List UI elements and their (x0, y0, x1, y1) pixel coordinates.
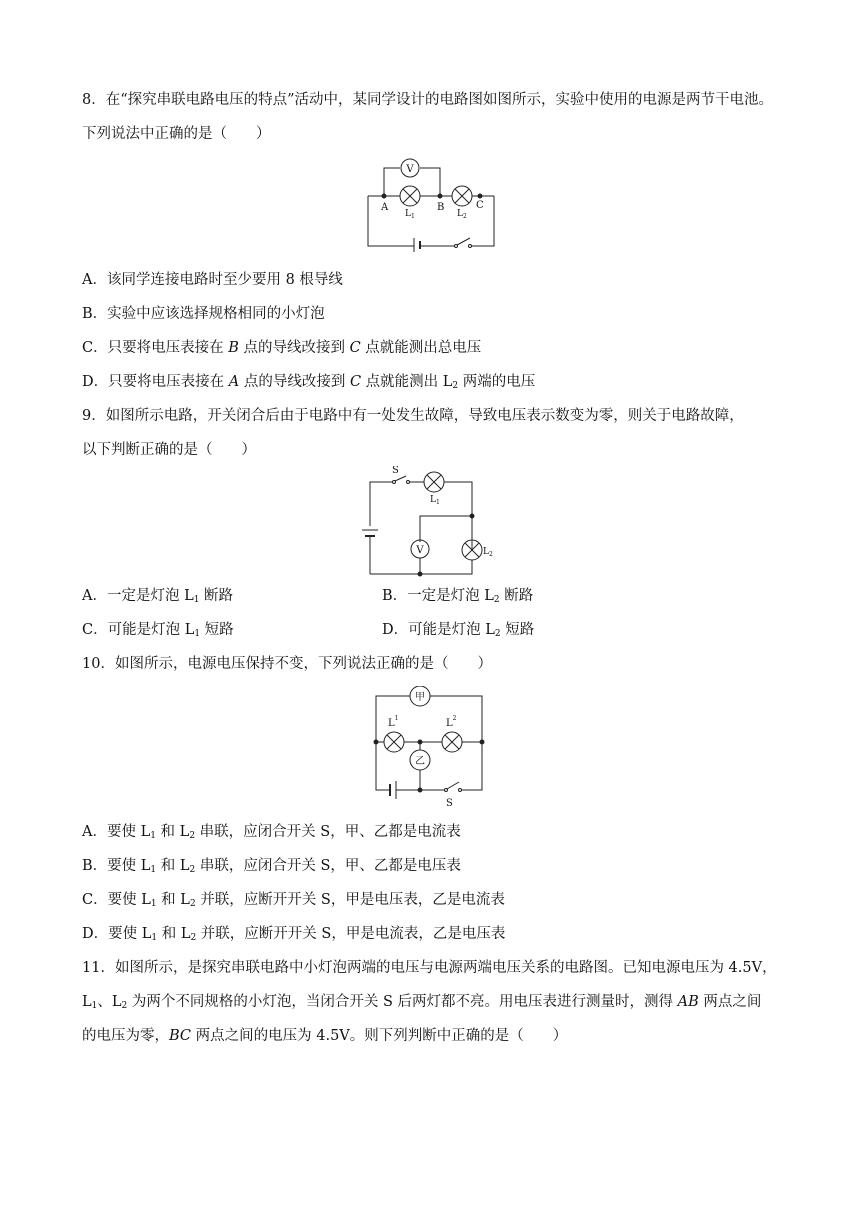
q10-stem: 10．如图所示，电源电压保持不变，下列说法正确的是（ ） (82, 656, 492, 672)
svg-text:L2: $L^2$ (446, 715, 457, 729)
q9-option-d: D．可能是灯泡 $L_2$ 短路 (382, 622, 535, 639)
svg-text:V: V (416, 545, 424, 556)
svg-text:L2: $L_2$ (457, 209, 467, 220)
svg-text:L2: $L_2$ (483, 547, 493, 558)
voltmeter-label: V (406, 164, 414, 175)
q8-stem-line1: 8．在“探究串联电路电压的特点”活动中，某同学设计的电路图如图所示，实验中使用的电源是两节干电池。 (82, 92, 774, 108)
svg-text:L1: $L^1$ (388, 715, 399, 729)
switch-symbol (447, 782, 459, 789)
q9-stem-line2: 以下判断正确的是（ ） (82, 442, 256, 458)
q8-option-a: A．该同学连接电路时至少要用 8 根导线 (82, 272, 343, 288)
q11-stem-line1: 11．如图所示，是探究串联电路中小灯泡两端的电压与电源两端电压关系的电路图。已知电源电压为 4.5V， (82, 960, 777, 976)
q10-option-a: A．要使 $L_1$ 和 $L_2$ 串联，应闭合开关 S，甲、乙都是电流表 (82, 824, 461, 841)
svg-text:C: C (476, 200, 484, 211)
svg-text:A: A (381, 202, 389, 213)
q8-option-b: B．实验中应该选择规格相同的小灯泡 (82, 306, 325, 322)
switch-symbol (457, 238, 470, 245)
q10-option-b: B．要使 $L_1$ 和 $L_2$ 串联，应闭合开关 S，甲、乙都是电压表 (82, 858, 461, 875)
q8-circuit-diagram (360, 152, 500, 252)
svg-text:S: S (446, 798, 453, 809)
q10-option-c: C．要使 $L_1$ 和 $L_2$ 并联，应断开开关 S，甲是电压表，乙是电流表 (82, 892, 505, 909)
q8-option-d: D．只要将电压表接在 A 点的导线改接到 C 点就能测出 $L_2$ 两端的电压 (82, 374, 536, 391)
svg-text:B: B (437, 202, 445, 213)
q9-stem-line1: 9．如图所示电路，开关闭合后由于电路中有一处发生故障，导致电压表示数变为零，则关于电路故障， (82, 408, 744, 424)
q8-option-c: C．只要将电压表接在 B 点的导线改接到 C 点就能测出总电压 (82, 340, 482, 356)
svg-text:乙: 乙 (415, 756, 425, 767)
q10-circuit-diagram (370, 686, 486, 810)
q11-stem-line3: 的电压为零，BC 两点之间的电压为 4.5V。则下列判断中正确的是（ ） (82, 1028, 568, 1044)
q9-option-a: A．一定是灯泡 $L_1$ 断路 (82, 588, 234, 605)
q8-stem-line2: 下列说法中正确的是（ ） (82, 126, 271, 142)
switch-symbol (395, 476, 406, 481)
svg-text:甲: 甲 (415, 692, 425, 703)
svg-text:S: S (392, 466, 399, 476)
svg-text:L1: $L_1$ (430, 495, 440, 506)
q10-option-d: D．要使 $L_1$ 和 $L_2$ 并联，应断开开关 S，甲是电流表，乙是电压表 (82, 926, 506, 943)
q11-stem-line2: $L_1$、$L_2$ 为两个不同规格的小灯泡，当闭合开关 S 后两灯都不亮。用电压表进行测量时，测得 AB 两点之间 (82, 994, 762, 1011)
q9-option-c: C．可能是灯泡 $L_1$ 短路 (82, 622, 234, 639)
q9-circuit-diagram (362, 466, 512, 578)
q9-option-b: B．一定是灯泡 $L_2$ 断路 (382, 588, 534, 605)
svg-text:L1: $L_1$ (405, 209, 415, 220)
